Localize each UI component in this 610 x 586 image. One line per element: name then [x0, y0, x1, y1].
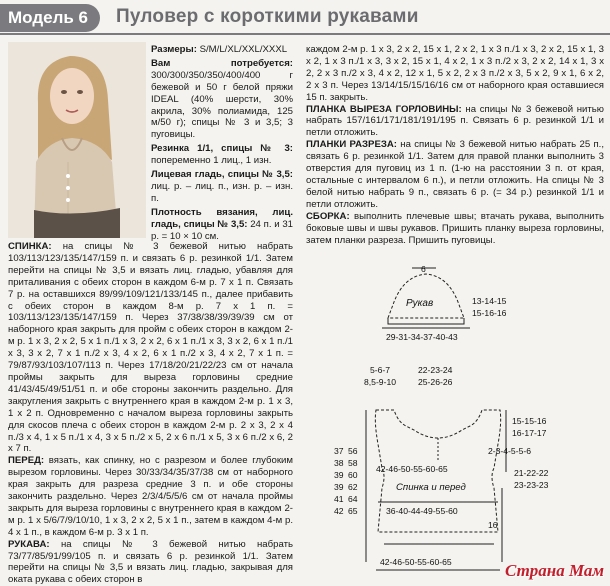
sizes-text: S/M/L/XL/XXL/XXXL — [196, 44, 288, 55]
total-length-6: 65 — [348, 506, 358, 516]
placket-text: на спицы № 3 бежевой нитью набрать 25 п., связать 6 р. резинкой 1/1. Затем для правой планки выполнить 3 отверстия для пуговиц из 1 п. (1-ю на расстоянии 3 п. от края, остальные с интервалом 6 п.), и петли отложить. На спицы № 3 белой нитью набрать 9 п., связать 6 р. (= 34 р.) резинкой 1/1 и петли отложить. — [306, 139, 604, 210]
hip-width: 42-46-50-55-60-65 — [380, 557, 452, 567]
assembly-heading: СБОРКА: — [306, 210, 350, 222]
armhole-1: 15-15-16 — [512, 416, 547, 426]
front-heading: ПЕРЕД: — [8, 455, 45, 467]
watermark-logo: Страна Мам — [504, 561, 604, 580]
gauge-text: 24 п. и 31 р. = 10 × 10 см. — [151, 218, 293, 242]
neck-width-2: 25-26-26 — [418, 377, 453, 387]
side-length-4: 39 — [334, 482, 344, 492]
instructions-column — [8, 241, 293, 586]
front-text: вязать, как спинку, но с разрезом и более глубоким вырезом горловины. Через 30/33/34/35/37/38 см от наборного края закрыть для разреза средние 3 п. и обе стороны закончить раздельно. Через 2/3/4/5/5/6 см от начала проймы закрыть для выреза горловины с внутреннего края в каждом 2-м р. 1 х 5/6/7/9/10/10, 1 х 3, 2 х 2, 5 х 1 п., затем в каждом 4-м р. 4 х 1 п., в каждом 6-м р. 3 х 1 п. — [8, 455, 293, 538]
sleeves-text: на спицы № 3 бежевой нитью набрать 73/77/85/91/99/105 п. и связать 6 р. резинкой 1/1. Затем перейти на спицы № 3,5 и вязать лиц. гладью, закрывая для оката рукава с обеих сторон в — [8, 538, 293, 586]
side-length-6: 42 — [334, 506, 344, 516]
front-section — [8, 455, 293, 538]
model-badge: Модель 6 — [0, 4, 100, 32]
lower-height: 16 — [488, 520, 498, 530]
sleeves-continued-text: каждом 2-м р. 1 х 3, 2 х 2, 15 х 1, 2 х 2, 1 х 3 п./1 х 3, 2 х 2, 15 х 1, 3 х 2, 1 х 3 п./1 х 3, 3 х 2, 15 х 1, 4 х 2, 1 х 3 п./2 х 3, 2 х 2, 14 х 1, 3 х 2, 2 х 3 п./2 х 3, 4 х 2, 12 х 1, 5 х 2, 2 х 3 п./2 х 3, 5 х 2, 9 х 1, 6 х 2, 2 х 3 п. Через 13/14/15/15/16/16 см от наборного края оставшиеся 15 п. закрыть. — [306, 44, 604, 103]
total-length-3: 60 — [348, 470, 358, 480]
sizes-heading: Размеры: — [151, 44, 197, 55]
waist-height-2: 23-23-23 — [514, 480, 549, 490]
total-length-2: 58 — [348, 458, 358, 468]
sleeve-top-measure: 6 — [421, 264, 426, 274]
stockinette-text: лиц. р. – лиц. п., изн. р. – изн. п. — [151, 180, 293, 204]
total-length-4: 62 — [348, 482, 358, 492]
header — [0, 0, 610, 38]
back-heading: СПИНКА: — [8, 241, 52, 252]
materials-heading: Вам потребуется: — [151, 57, 293, 69]
slit-depth: 2-3-4-5-5-6 — [488, 446, 531, 456]
sleeve-cap-height-2: 15-16-16 — [472, 308, 507, 318]
chest-width: 42-46-50-55-60-65 — [376, 464, 448, 474]
neckband-section — [306, 104, 604, 140]
rib-line — [151, 143, 293, 167]
neckband-text: на спицы № 3 бежевой нитью набрать 157/161/171/181/191/195 п. Связать 6 р. резинкой 1/1 и петли отложить. — [306, 103, 604, 139]
materials-text: 300/300/350/350/400/400 г бежевой и 50 г белой пряжи IDEAL (40% шерсти, 30% акрила, 30% полиамида, 125 м/50 г); спицы № 3 и 3,5; 3 пуговицы. — [151, 69, 293, 141]
sleeve-cap-height-1: 13-14-15 — [472, 296, 507, 306]
side-length-1: 37 — [334, 446, 344, 456]
placket-section — [306, 139, 604, 210]
armhole-2: 16-17-17 — [512, 428, 547, 438]
stockinette-heading: Лицевая гладь, спицы № 3,5: — [151, 169, 293, 181]
sizes-line — [151, 44, 293, 56]
schematic-drawing — [306, 262, 610, 585]
sleeves-heading: РУКАВА: — [8, 538, 50, 550]
model-photo — [8, 42, 146, 238]
neck-width-1: 22-23-24 — [418, 365, 453, 375]
gauge-heading: Плотность вязания, лиц. гладь, спицы № 3,5: — [151, 206, 293, 230]
sleeve-label: Рукав — [406, 298, 434, 309]
photo-illustration — [8, 42, 146, 238]
assembly-section — [306, 211, 604, 247]
schematic-diagram — [306, 262, 610, 585]
materials-block — [151, 44, 293, 243]
placket-heading: ПЛАНКИ РАЗРЕЗА: — [306, 139, 397, 151]
side-length-3: 39 — [334, 470, 344, 480]
neckband-heading: ПЛАНКА ВЫРЕЗА ГОРЛОВИНЫ: — [306, 103, 462, 115]
waist-height-1: 21-22-22 — [514, 468, 549, 478]
shoulder-measure-2: 8,5-9-10 — [364, 377, 397, 387]
rib-text: попеременно 1 лиц., 1 изн. — [151, 155, 272, 167]
waist-width: 36-40-44-49-55-60 — [386, 506, 458, 516]
sleeves-section — [8, 539, 293, 586]
stockinette-line — [151, 169, 293, 205]
header-rule — [0, 33, 610, 35]
side-length-2: 38 — [334, 458, 344, 468]
total-length-1: 56 — [348, 446, 358, 456]
rib-heading: Резинка 1/1, спицы № 3: — [151, 143, 293, 155]
gauge-line — [151, 207, 293, 243]
back-text: на спицы № 3 бежевой нитью набрать 103/113/123/135/147/159 п. и связать 6 р. резинкой 1/1. Затем перейти на спицы № 3,5 и вязать лиц. гладью, убавляя для приталивания с обеих сторон в каждом 6-м р. 7 х 1 п. Связать 7 р. на оставшихся 89/99/109/121/133/145 п., далее прибавить с обеих сторон в каждом 8-м р. 7 х 1 п. = 103/113/123/135/147/159 п. Через 37/38/38/39/39/39 см от наборного края закрыть для пройм с обеих сторон в каждом 2-м р. 1 х 3, 2 х 2, 5 х 1 п./1 х 3, 2 х 2, 6 х 1 п./1 х 3, 3 х 2, 6 х 1 п./1 х 3, 3 х 2, 7 х 1 п./2 х 3, 4 х 2, 6 х 1 п./2 х 3, 4 х 2, 7 х 1 п. = 79/87/93/103/107/113 п. Через 17/18/20/21/22/23 см от начала проймы закрыть для выреза горловины средние 41/43/45/49/51/51 п. и обе стороны закончить раздельно. Для закругления закрыть с внутреннего края в каждом 2-м р. 1 х 3, 1 х 2 п. Одновременно с началом выреза горловины закрыть для скосов плеча с обеих сторон в каждом 2-м р. 2 х 3, 2 х 4 п./3 х 4, 1 х 5 п./1 х 4, 3 х 5 п./2 х 5, 2 х 6 п./1 х 5, 3 х 6 п./2 х 6, 2 х 7 п. — [8, 241, 293, 455]
side-length-5: 41 — [334, 494, 344, 504]
assembly-text: выполнить плечевые швы; втачать рукава, выполнить боковые швы и швы рукавов. Пришить планку выреза горловины, затем планки разреза. Пришить пуговицы. — [306, 210, 604, 246]
total-length-5: 64 — [348, 494, 358, 504]
body-label: Спинка и перед — [396, 482, 466, 493]
materials-line — [151, 58, 293, 141]
back-section — [8, 241, 293, 455]
page-title: Пуловер с короткими рукавами — [116, 6, 419, 27]
sleeves-continued — [306, 44, 604, 104]
instructions-column-right — [306, 44, 604, 246]
sleeve-width: 29-31-34-37-40-43 — [386, 332, 458, 342]
shoulder-measure: 5-6-7 — [370, 365, 391, 375]
